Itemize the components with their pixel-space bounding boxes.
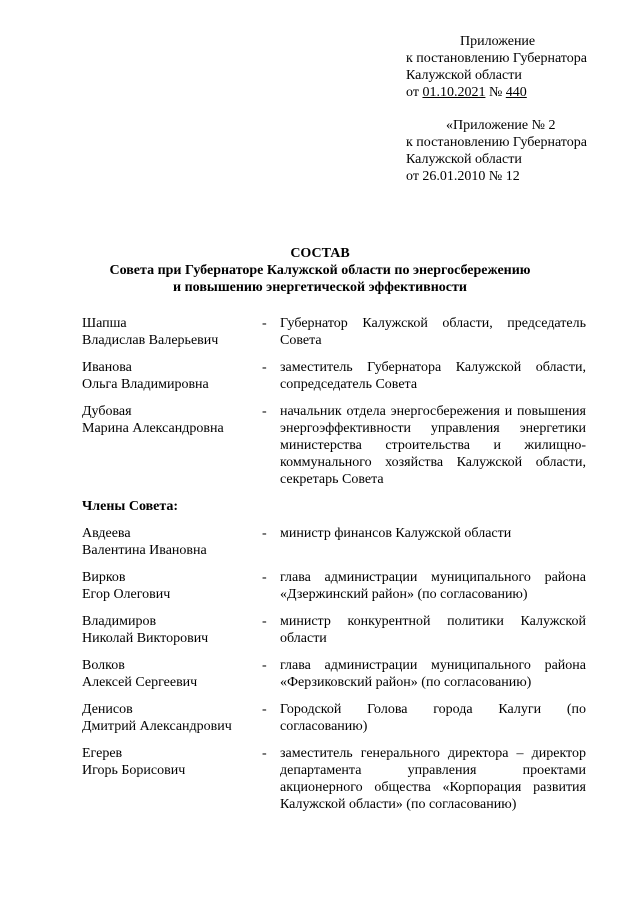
list-item xyxy=(82,569,592,603)
person-position: глава администрации муниципального района «Ферзиковский район» (по согласованию) xyxy=(280,658,586,690)
person-surname: Владимиров xyxy=(82,614,157,629)
person-name xyxy=(82,315,262,349)
separator-dash: - xyxy=(262,360,267,375)
person-surname: Денисов xyxy=(82,702,133,717)
number-prefix: № xyxy=(485,85,506,100)
appendix-region-line: Калужской области xyxy=(406,68,522,83)
person-name xyxy=(82,569,262,603)
person-position: начальник отдела энергосбережения и повышения энергоэффективности управления энергетики министерства строительства и жилищно-коммунального хозяйства Калужской области, секретарь Совета xyxy=(280,404,586,487)
person-surname: Авдеева xyxy=(82,526,131,541)
person-position: министр конкурентной политики Калужской области xyxy=(280,614,586,646)
title-line-1: СОСТАВ xyxy=(290,246,350,261)
person-given-names: Егор Олегович xyxy=(82,587,171,602)
person-name xyxy=(82,613,262,647)
person-name xyxy=(82,657,262,691)
list-item xyxy=(82,613,592,647)
date-prefix: от xyxy=(406,85,423,100)
person-surname: Дубовая xyxy=(82,404,132,419)
person-given-names: Валентина Ивановна xyxy=(82,543,207,558)
appendix-label: Приложение xyxy=(460,34,536,49)
separator-dash: - xyxy=(262,404,267,419)
person-name xyxy=(82,745,262,813)
leaders-list xyxy=(82,315,592,488)
person-given-names: Алексей Сергеевич xyxy=(82,675,198,690)
appendix-original-ref-line: к постановлению Губернатора xyxy=(406,135,587,150)
separator-dash: - xyxy=(262,702,267,717)
person-given-names: Дмитрий Александрович xyxy=(82,719,232,734)
list-item xyxy=(82,315,592,349)
person-surname: Иванова xyxy=(82,360,132,375)
list-item xyxy=(82,403,592,488)
person-position: Губернатор Калужской области, председатель Совета xyxy=(280,316,586,348)
appendix-original-header xyxy=(406,117,606,185)
separator-dash: - xyxy=(262,658,267,673)
title-line-2: Совета при Губернаторе Калужской области по энергосбережению xyxy=(109,263,531,278)
appendix-original-label: «Приложение № 2 xyxy=(446,118,556,133)
person-position: министр финансов Калужской области xyxy=(280,526,512,541)
person-surname: Вирков xyxy=(82,570,126,585)
person-given-names: Владислав Валерьевич xyxy=(82,333,219,348)
appendix-original-date-line: от 26.01.2010 № 12 xyxy=(406,169,520,184)
list-item xyxy=(82,701,592,735)
person-surname: Волков xyxy=(82,658,125,673)
separator-dash: - xyxy=(262,746,267,761)
person-position: заместитель генерального директора – директор департамента управления проектами акционерного общества «Корпорация развития Калужской области» (по согласованию) xyxy=(280,746,586,812)
decree-number: 440 xyxy=(505,85,527,100)
appendix-original-region-line: Калужской области xyxy=(406,152,522,167)
separator-dash: - xyxy=(262,526,267,541)
appendix-ref-line: к постановлению Губернатора xyxy=(406,51,587,66)
person-name xyxy=(82,403,262,488)
person-name xyxy=(82,701,262,735)
person-given-names: Игорь Борисович xyxy=(82,763,186,778)
appendix-date-line xyxy=(406,84,606,101)
title-line-3: и повышению энергетической эффективности xyxy=(173,280,467,295)
decree-date: 01.10.2021 xyxy=(422,85,486,100)
list-item xyxy=(82,745,592,813)
person-position: глава администрации муниципального района «Дзержинский район» (по согласованию) xyxy=(280,570,586,602)
members-list xyxy=(82,525,592,813)
person-surname: Шапша xyxy=(82,316,127,331)
document-title xyxy=(20,245,620,296)
separator-dash: - xyxy=(262,614,267,629)
person-name xyxy=(82,525,262,559)
list-item xyxy=(82,525,592,559)
list-item xyxy=(82,657,592,691)
list-item xyxy=(82,359,592,393)
person-given-names: Николай Викторович xyxy=(82,631,209,646)
separator-dash: - xyxy=(262,316,267,331)
appendix-current-header xyxy=(406,33,606,101)
person-given-names: Ольга Владимировна xyxy=(82,377,209,392)
person-name xyxy=(82,359,262,393)
council-composition xyxy=(82,315,592,823)
person-position: заместитель Губернатора Калужской области, сопредседатель Совета xyxy=(280,360,586,392)
separator-dash: - xyxy=(262,570,267,585)
person-given-names: Марина Александровна xyxy=(82,421,224,436)
person-position: Городской Голова города Калуги (по согласованию) xyxy=(280,702,586,734)
person-surname: Егерев xyxy=(82,746,123,761)
members-heading: Члены Совета: xyxy=(82,499,179,514)
